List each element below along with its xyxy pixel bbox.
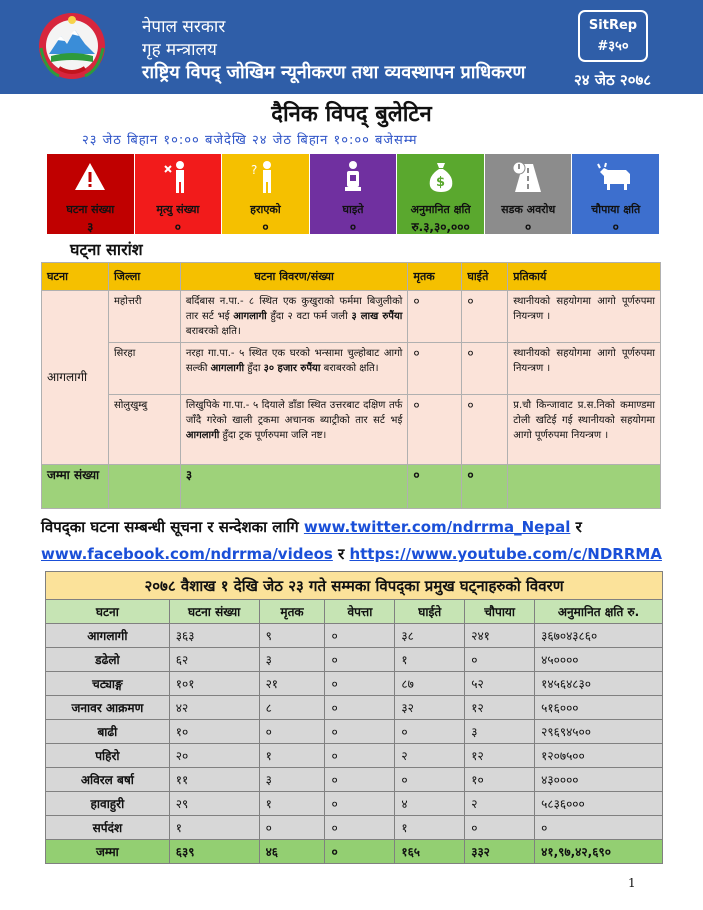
empty-cell xyxy=(108,465,180,509)
tile-incidents xyxy=(47,154,135,234)
cell: ३ xyxy=(259,648,325,672)
info-text: र xyxy=(332,545,350,563)
cell: ० xyxy=(325,720,395,744)
cell: १ xyxy=(259,792,325,816)
tile-label: चौपाया क्षति xyxy=(591,203,641,216)
column-header: घाईते xyxy=(395,600,465,624)
cell: ३२ xyxy=(395,696,465,720)
incident-description: बर्दिबास न.पा.- ८ स्थित एक कुखुराको फर्ममा बिजुलीको तार सर्ट भई आगलागी हुँदा २ वटा फर्म जली ३ लाख रुपैंया बराबरको क्षति। xyxy=(180,291,408,343)
svg-text:?: ? xyxy=(251,163,258,177)
cell: ३८ xyxy=(395,624,465,648)
response: प्र.चौ किन्जावाट प्र.स.निको कमाण्डमा टोली खटिई गई स्थानीयको सहयोगमा आगो पूर्णरुपमा नियन्त्रण । xyxy=(508,395,661,465)
cell: ४३०००० xyxy=(535,768,663,792)
column-header: प्रतिकार्य xyxy=(508,263,661,291)
empty-cell xyxy=(508,465,661,509)
incident-summary-table xyxy=(41,262,661,509)
cell: ० xyxy=(325,768,395,792)
table-row xyxy=(46,672,663,696)
tile-label: घटना संख्या xyxy=(66,203,115,216)
facebook-link[interactable]: www.facebook.com/ndrrma/videos xyxy=(41,545,333,563)
tile-value: ३ xyxy=(87,220,94,234)
section-title: घट्ना सारांश xyxy=(70,240,143,259)
deaths: ० xyxy=(408,343,462,395)
cell: ३ xyxy=(465,720,535,744)
cell: ११ xyxy=(169,768,259,792)
table-row xyxy=(42,343,661,395)
table-header-row xyxy=(42,263,661,291)
column-header: घटना विवरण/संख्या xyxy=(180,263,408,291)
nepal-emblem-icon xyxy=(37,10,107,82)
cell: २१ xyxy=(259,672,325,696)
cell: पहिरो xyxy=(46,744,170,768)
table-row xyxy=(42,291,661,343)
response: स्थानीयको सहयोगमा आगो पूर्णरुपमा नियन्त्रण । xyxy=(508,291,661,343)
table-row xyxy=(42,395,661,465)
cell: ५१६००० xyxy=(535,696,663,720)
cell: ० xyxy=(325,840,395,864)
table-row xyxy=(46,720,663,744)
cell: २४१ xyxy=(465,624,535,648)
info-line-1 xyxy=(41,517,582,537)
tile-value: ० xyxy=(525,220,532,234)
info-text: विपद्का घटना सम्बन्धी सूचना र सन्देशका लागि xyxy=(41,518,304,536)
cell: २ xyxy=(465,792,535,816)
injured-icon xyxy=(310,160,397,194)
cell: ३६७०४३८६० xyxy=(535,624,663,648)
tile-label: हराएको xyxy=(250,203,281,216)
tile-value: रु.३,३०,००० xyxy=(411,220,470,234)
report-period: २३ जेठ बिहान १०:०० बजेदेखि २४ जेठ बिहान १०:०० बजेसम्म xyxy=(82,133,418,148)
table-row xyxy=(46,792,663,816)
cell: बाढी xyxy=(46,720,170,744)
column-header: मृतक xyxy=(259,600,325,624)
cell: १४५६४८३० xyxy=(535,672,663,696)
cell: ४६ xyxy=(259,840,325,864)
tile-value: ० xyxy=(262,220,269,234)
cell: ६२ xyxy=(169,648,259,672)
total-row xyxy=(42,465,661,509)
column-header: अनुमानित क्षति रु. xyxy=(535,600,663,624)
cell: ६३९ xyxy=(169,840,259,864)
sitrep-number: #३५० xyxy=(597,39,629,54)
table-row xyxy=(46,816,663,840)
column-header: घटना xyxy=(46,600,170,624)
cell: १० xyxy=(169,720,259,744)
page-number: 1 xyxy=(628,876,636,890)
money-bag-icon xyxy=(397,160,484,194)
warning-icon xyxy=(47,160,134,194)
cell: ३६३ xyxy=(169,624,259,648)
cell: सर्पदंश xyxy=(46,816,170,840)
twitter-link[interactable]: www.twitter.com/ndrrma_Nepal xyxy=(303,518,571,536)
report-date: २४ जेठ २०७८ xyxy=(574,71,652,89)
deaths: ० xyxy=(408,395,462,465)
cell: ० xyxy=(325,744,395,768)
column-header: जिल्ला xyxy=(108,263,180,291)
cell: ४ xyxy=(395,792,465,816)
cell: १ xyxy=(169,816,259,840)
youtube-link[interactable]: https://www.youtube.com/c/NDRRMA xyxy=(349,545,662,563)
cell: ० xyxy=(465,648,535,672)
cell: ० xyxy=(259,816,325,840)
tile-value: ० xyxy=(349,220,357,234)
sitrep-label: SitRep xyxy=(588,18,638,33)
cell: ८ xyxy=(259,696,325,720)
cell: ० xyxy=(325,648,395,672)
total-injured: ० xyxy=(462,465,508,509)
tile-label: घाइते xyxy=(342,203,364,216)
cell: ४२ xyxy=(169,696,259,720)
disaster-stats-table xyxy=(45,571,663,864)
cell: २ xyxy=(395,744,465,768)
cell: १२०७५०० xyxy=(535,744,663,768)
info-text: र xyxy=(570,518,582,536)
column-header: घटना संख्या xyxy=(169,600,259,624)
cell: चट्याङ्ग xyxy=(46,672,170,696)
info-line-2 xyxy=(41,544,662,564)
cell: ० xyxy=(325,816,395,840)
cell: १० xyxy=(465,768,535,792)
cow-icon xyxy=(572,160,659,194)
injured: ० xyxy=(462,343,508,395)
table-header-row xyxy=(46,600,663,624)
table-row xyxy=(46,624,663,648)
person-dead-icon xyxy=(135,160,222,194)
tile-label: अनुमानित क्षति xyxy=(410,203,471,216)
total-deaths: ० xyxy=(408,465,462,509)
cell: ० xyxy=(535,816,663,840)
cell: ० xyxy=(325,696,395,720)
district: महोत्तरी xyxy=(108,291,180,343)
tile-label: मृत्यु संख्या xyxy=(156,203,200,216)
cell: अविरल बर्षा xyxy=(46,768,170,792)
cell: आगलागी xyxy=(46,624,170,648)
incident-description: नरहा गा.पा.- ५ स्थित एक घरको भन्सामा चुल्होबाट आगो सल्की आगलागी हुँदा ३० हजार रुपैंया बराबरको क्षति। xyxy=(180,343,408,395)
cell: ८७ xyxy=(395,672,465,696)
table-caption: २०७८ वैशाख १ देखि जेठ २३ गते सम्मका विपद्का प्रमुख घट्नाहरुको विवरण xyxy=(46,572,663,600)
cell: ० xyxy=(395,768,465,792)
cell: ० xyxy=(325,792,395,816)
total-label: जम्मा संख्या xyxy=(42,465,109,509)
cell: १०१ xyxy=(169,672,259,696)
column-header: मृतक xyxy=(408,263,462,291)
road-block-icon xyxy=(485,160,572,194)
district: सोलुखुम्बु xyxy=(108,395,180,465)
cell: ३३२ xyxy=(465,840,535,864)
cell: ४५०००० xyxy=(535,648,663,672)
event-type: आगलागी xyxy=(42,291,109,465)
tile-deaths xyxy=(135,154,223,234)
cell: ५२ xyxy=(465,672,535,696)
deaths: ० xyxy=(408,291,462,343)
tile-injured xyxy=(310,154,398,234)
column-header: घाईते xyxy=(462,263,508,291)
cell: ९ xyxy=(259,624,325,648)
total-count: ३ xyxy=(180,465,408,509)
cell: २९६९४५०० xyxy=(535,720,663,744)
ministry-name: गृह मन्त्रालय xyxy=(142,40,217,60)
column-header: घटना xyxy=(42,263,109,291)
table-row xyxy=(46,768,663,792)
cell: १६५ xyxy=(395,840,465,864)
tile-road-block xyxy=(485,154,573,234)
header-banner xyxy=(0,0,703,94)
tile-label: सडक अवरोध xyxy=(501,203,556,216)
cell: डढेलो xyxy=(46,648,170,672)
cell: ५८३६००० xyxy=(535,792,663,816)
sitrep-badge xyxy=(578,10,648,62)
cell: ० xyxy=(325,624,395,648)
cell: ० xyxy=(395,720,465,744)
tile-estimated-loss xyxy=(397,154,485,234)
column-header: वेपत्ता xyxy=(325,600,395,624)
cell: १ xyxy=(395,648,465,672)
cell: ४१,९७,४२,६९० xyxy=(535,840,663,864)
cell: हावाहुरी xyxy=(46,792,170,816)
tile-value: ० xyxy=(174,220,181,234)
cell: ० xyxy=(259,720,325,744)
cell: १ xyxy=(395,816,465,840)
cell: ० xyxy=(465,816,535,840)
cell: २९ xyxy=(169,792,259,816)
svg-text:$: $ xyxy=(435,175,445,190)
cell: १ xyxy=(259,744,325,768)
response: स्थानीयको सहयोगमा आगो पूर्णरुपमा नियन्त्रण । xyxy=(508,343,661,395)
injured: ० xyxy=(462,395,508,465)
cell: १२ xyxy=(465,744,535,768)
district: सिरहा xyxy=(108,343,180,395)
tile-livestock-loss xyxy=(572,154,659,234)
table-row xyxy=(46,696,663,720)
authority-name: राष्ट्रिय विपद् जोखिम न्यूनीकरण तथा व्यवस्थापन प्राधिकरण xyxy=(142,62,526,83)
page-title: दैनिक विपद् बुलेटिन xyxy=(271,102,432,127)
injured: ० xyxy=(462,291,508,343)
cell: १२ xyxy=(465,696,535,720)
table-row xyxy=(46,648,663,672)
column-header: चौपाया xyxy=(465,600,535,624)
cell: ३ xyxy=(259,768,325,792)
table-row xyxy=(46,744,663,768)
tile-missing xyxy=(222,154,310,234)
cell: २० xyxy=(169,744,259,768)
cell: जम्मा xyxy=(46,840,170,864)
summary-tiles xyxy=(47,154,659,234)
incident-description: लिखुपिके गा.पा.- ५ दियाले डाँडा स्थित उत्तरबाट दक्षिण तर्फ जाँदै गरेको खाली ट्रकमा अचानक ब्याट्रीको तार सर्ट भई आगलागी हुँदा ट्रक पूर्णरुपमा जलि नष्ट। xyxy=(180,395,408,465)
total-row xyxy=(46,840,663,864)
cell: जनावर आक्रमण xyxy=(46,696,170,720)
cell: ० xyxy=(325,672,395,696)
tile-value: ० xyxy=(612,220,619,234)
government-name: नेपाल सरकार xyxy=(142,17,226,37)
person-missing-icon xyxy=(222,160,309,194)
